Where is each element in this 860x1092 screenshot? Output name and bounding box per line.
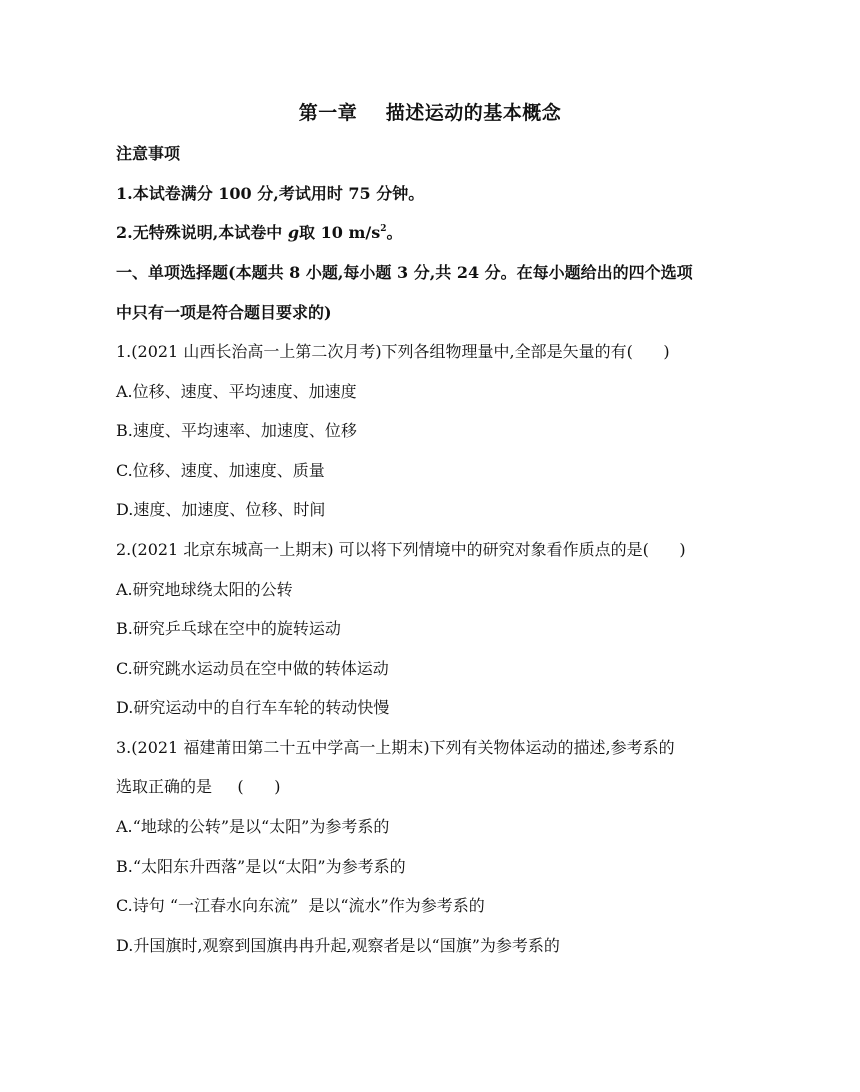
notice-item-2-superscript: 2 [380,224,387,234]
question-3-option-b: B.“太阳东升西落”是以“太阳”为参考系的 [116,857,406,876]
notice-item-2-prefix: 2.无特殊说明,本试卷中 [116,223,288,242]
question-1-stem: 1.(2021 山西长治高一上第二次月考)下列各组物理量中,全部是矢量的有( ) [116,342,670,361]
question-2-option-c: C.研究跳水运动员在空中做的转体运动 [116,659,389,678]
question-2-option-d: D.研究运动中的自行车车轮的转动快慢 [116,698,390,717]
chapter-title: 第一章 描述运动的基本概念 [298,102,562,124]
notice-item-1: 1.本试卷满分 100 分,考试用时 75 分钟。 [116,184,425,203]
notice-item-2-variable: g [287,223,300,242]
question-1-option-a: A.位移、速度、平均速度、加速度 [116,382,357,401]
question-2-option-b: B.研究乒乓球在空中的旋转运动 [116,619,341,638]
question-1-option-c: C.位移、速度、加速度、质量 [116,461,325,480]
question-1-option-b: B.速度、平均速率、加速度、位移 [116,421,357,440]
question-3-stem-line-2: 选取正确的是 ( ) [116,777,281,796]
section-1-heading-line-2: 中只有一项是符合题目要求的) [116,303,332,322]
question-3-stem-line-1: 3.(2021 福建莆田第二十五中学高一上期末)下列有关物体运动的描述,参考系的 [116,738,675,757]
question-3-option-c: C.诗句 “一江春水向东流” 是以“流水”作为参考系的 [116,896,485,915]
section-1-heading-line-1: 一、单项选择题(本题共 8 小题,每小题 3 分,共 24 分。在每小题给出的四个选项 [116,263,693,282]
question-3-option-d: D.升国旗时,观察到国旗冉冉升起,观察者是以“国旗”为参考系的 [116,936,560,955]
question-2-stem: 2.(2021 北京东城高一上期末) 可以将下列情境中的研究对象看作质点的是( ) [116,540,686,559]
question-1-option-d: D.速度、加速度、位移、时间 [116,500,326,519]
notice-item-2-suffix: 。 [386,223,403,242]
question-3-option-a: A.“地球的公转”是以“太阳”为参考系的 [116,817,390,836]
question-2-option-a: A.研究地球绕太阳的公转 [116,580,293,599]
notice-heading: 注意事项 [116,144,181,163]
notice-item-2-mid: 取 10 m/s [299,223,381,242]
notice-item-2 [116,222,403,244]
